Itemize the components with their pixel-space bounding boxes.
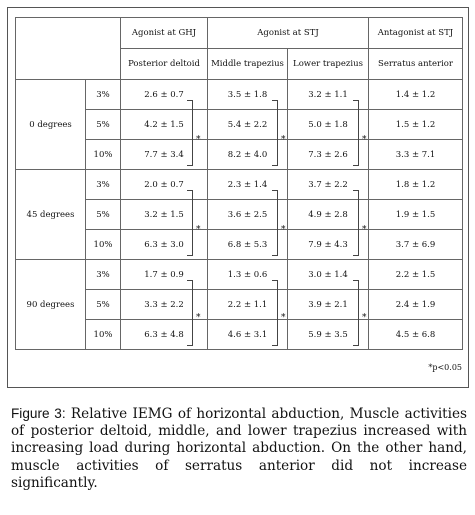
caption-label: Figure 3: (11, 406, 66, 421)
load-label: 3% (86, 260, 121, 290)
figure-caption (11, 405, 467, 492)
significance-bracket (272, 280, 278, 346)
table-row (16, 260, 463, 290)
value-cell: 1.4 ± 1.2 (369, 80, 463, 110)
value-cell: 5.9 ± 3.5 (288, 320, 369, 350)
table-row (16, 80, 463, 110)
value-cell: 1.9 ± 1.5 (369, 200, 463, 230)
value-cell: 6.8 ± 5.3 (208, 230, 288, 260)
significance-star: * (362, 313, 367, 323)
significance-star: * (196, 225, 201, 235)
significance-bracket (353, 100, 359, 166)
value-cell: 3.3 ± 7.1 (369, 140, 463, 170)
load-label: 5% (86, 110, 121, 140)
muscle-header: Lower trapezius (288, 49, 369, 80)
value-cell: 5.4 ± 2.2 (208, 110, 288, 140)
iemg-table (15, 17, 463, 376)
value-cell: 3.6 ± 2.5 (208, 200, 288, 230)
value-cell: 2.6 ± 0.7 (121, 80, 208, 110)
angle-label: 0 degrees (16, 80, 86, 170)
value-cell: 1.8 ± 1.2 (369, 170, 463, 200)
group-header-stj-antagonist: Antagonist at STJ (369, 18, 463, 49)
value-cell: 1.5 ± 1.2 (369, 110, 463, 140)
value-cell: 3.2 ± 1.1 (288, 80, 369, 110)
value-cell: 2.4 ± 1.9 (369, 290, 463, 320)
value-cell: 2.3 ± 1.4 (208, 170, 288, 200)
value-cell: 8.2 ± 4.0 (208, 140, 288, 170)
group-header-stj-agonist: Agonist at STJ (208, 18, 369, 49)
caption-text: Relative IEMG of horizontal abduction, Muscle activities of posterior deltoid, middle, and lower trapezius increased with increasing load during horizontal abduction. On the other hand, muscle activities of serratus anterior did not increase significantly. (11, 406, 467, 491)
value-cell: 3.0 ± 1.4 (288, 260, 369, 290)
value-cell: 7.9 ± 4.3 (288, 230, 369, 260)
value-cell: 4.5 ± 6.8 (369, 320, 463, 350)
significance-bracket (353, 280, 359, 346)
value-cell: 3.7 ± 6.9 (369, 230, 463, 260)
corner-cell (16, 18, 121, 80)
value-cell: 1.7 ± 0.9 (121, 260, 208, 290)
load-label: 10% (86, 140, 121, 170)
value-cell: 3.2 ± 1.5 (121, 200, 208, 230)
muscle-header: Posterior deltoid (121, 49, 208, 80)
significance-bracket (353, 190, 359, 256)
muscle-header: Middle trapezius (208, 49, 288, 80)
value-cell: 4.2 ± 1.5 (121, 110, 208, 140)
value-cell: 2.2 ± 1.1 (208, 290, 288, 320)
value-cell: 2.2 ± 1.5 (369, 260, 463, 290)
significance-star: * (362, 135, 367, 145)
load-label: 10% (86, 320, 121, 350)
value-cell: 1.3 ± 0.6 (208, 260, 288, 290)
muscle-header: Serratus anterior (369, 49, 463, 80)
value-cell: 4.9 ± 2.8 (288, 200, 369, 230)
load-label: 3% (86, 80, 121, 110)
value-cell: 2.0 ± 0.7 (121, 170, 208, 200)
significance-star: * (196, 135, 201, 145)
value-cell: 3.7 ± 2.2 (288, 170, 369, 200)
load-label: 5% (86, 290, 121, 320)
significance-star: * (281, 135, 286, 145)
value-cell: 6.3 ± 3.0 (121, 230, 208, 260)
table-row (16, 170, 463, 200)
value-cell: 5.0 ± 1.8 (288, 110, 369, 140)
load-label: 3% (86, 170, 121, 200)
significance-bracket (272, 100, 278, 166)
load-label: 5% (86, 200, 121, 230)
angle-label: 45 degrees (16, 170, 86, 260)
value-cell: 7.7 ± 3.4 (121, 140, 208, 170)
value-cell: 6.3 ± 4.8 (121, 320, 208, 350)
footnote: *p<0.05 (428, 363, 462, 372)
significance-star: * (281, 225, 286, 235)
significance-bracket (187, 100, 193, 166)
load-label: 10% (86, 230, 121, 260)
significance-bracket (187, 190, 193, 256)
value-cell: 4.6 ± 3.1 (208, 320, 288, 350)
significance-bracket (187, 280, 193, 346)
value-cell: 7.3 ± 2.6 (288, 140, 369, 170)
significance-bracket (272, 190, 278, 256)
significance-star: * (281, 313, 286, 323)
significance-star: * (362, 225, 367, 235)
footnote-row (16, 350, 463, 377)
value-cell: 3.5 ± 1.8 (208, 80, 288, 110)
group-header-ghj: Agonist at GHJ (121, 18, 208, 49)
angle-label: 90 degrees (16, 260, 86, 350)
value-cell: 3.3 ± 2.2 (121, 290, 208, 320)
significance-star: * (196, 313, 201, 323)
value-cell: 3.9 ± 2.1 (288, 290, 369, 320)
